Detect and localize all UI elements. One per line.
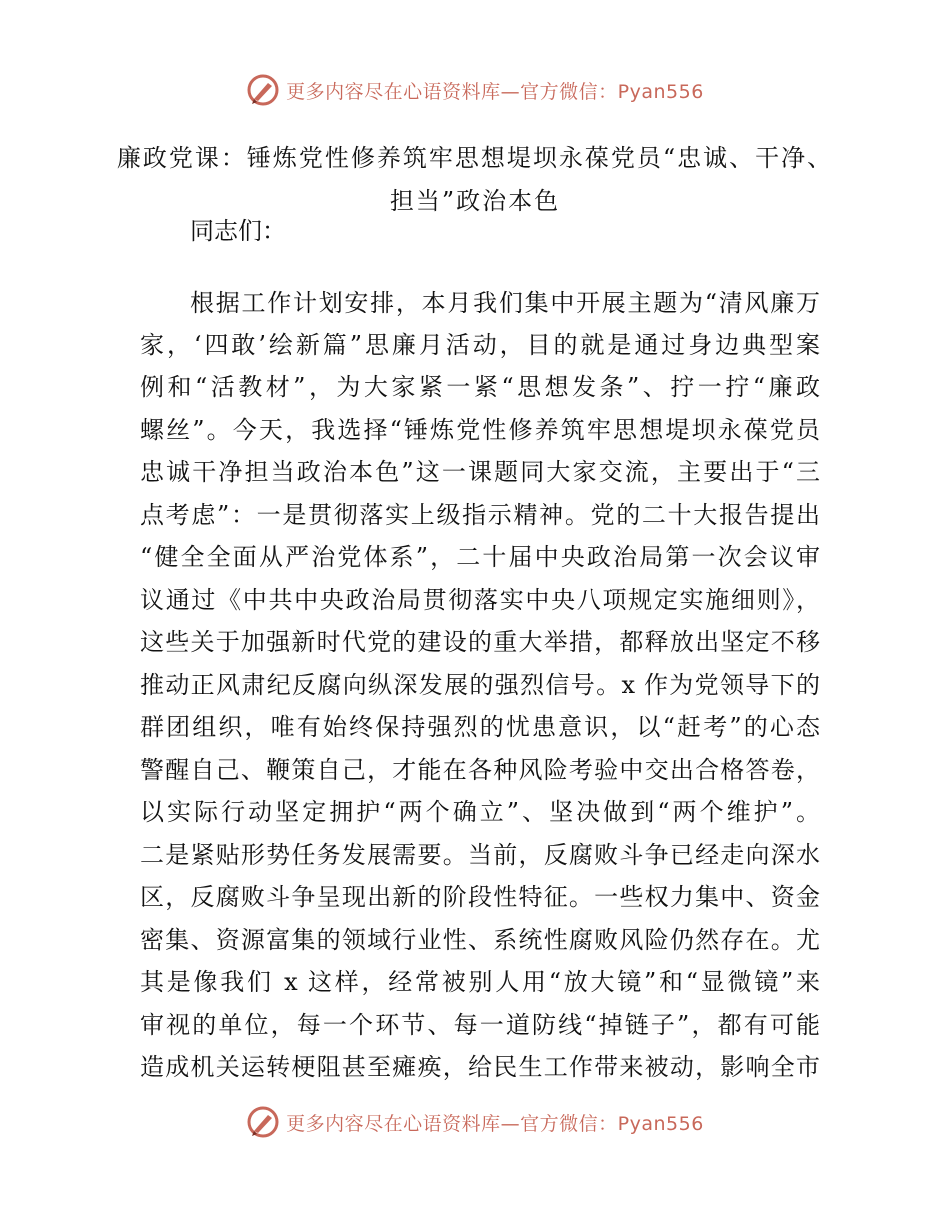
body-line: 家，‘四敢’绘新篇”思廉月活动，目的就是通过身边典型案: [140, 331, 820, 359]
body-line: 根据工作计划安排，本月我们集中开展主题为“清风廉万: [190, 289, 820, 317]
body-line: 密集、资源富集的领域行业性、系统性腐败风险仍然存在。尤: [140, 926, 820, 954]
body-line: 警醒自己、鞭策自己，才能在各种风险考验中交出合格答卷，: [140, 756, 820, 784]
body-line: 忠诚干净担当政治本色”这一课题同大家交流，主要出于“三: [140, 458, 820, 486]
pen-logo-icon: [246, 73, 280, 107]
greeting: 同志们：: [190, 217, 286, 245]
body-line: 二是紧贴形势任务发展需要。当前，反腐败斗争已经走向深水: [140, 841, 820, 869]
body-line: “健全全面从严治党体系”，二十届中央政治局第一次会议审: [140, 543, 820, 571]
document-title-line-1: 廉政党课：锤炼党性修养筑牢思想堤坝永葆党员“忠诚、干净、: [116, 144, 834, 172]
body-line: 以实际行动坚定拥护“两个确立”、坚决做到“两个维护”。: [140, 798, 820, 826]
header-watermark-text: 更多内容尽在心语资料库—官方微信：Pyan556: [286, 80, 704, 103]
body-line: 议通过《中共中央政治局贯彻落实中央八项规定实施细则》，: [140, 586, 820, 614]
body-line: 群团组织，唯有始终保持强烈的忧患意识，以“赶考”的心态: [140, 713, 820, 741]
body-line: 这些关于加强新时代党的建设的重大举措，都释放出坚定不移: [140, 628, 820, 656]
body-line: 推动正风肃纪反腐向纵深发展的强烈信号。x 作为党领导下的: [140, 671, 820, 699]
body-line: 区，反腐败斗争呈现出新的阶段性特征。一些权力集中、资金: [140, 883, 820, 911]
body-line: 螺丝”。今天，我选择“锤炼党性修养筑牢思想堤坝永葆党员: [140, 416, 820, 444]
body-line: 点考虑”：一是贯彻落实上级指示精神。党的二十大报告提出: [140, 501, 820, 529]
document-title-line-2: 担当”政治本色: [389, 187, 561, 215]
body-line: 其是像我们 x 这样，经常被别人用“放大镜”和“显微镜”来: [140, 968, 820, 996]
footer-watermark-banner: [0, 1102, 950, 1142]
header-watermark-banner: [0, 70, 950, 110]
footer-watermark-text: 更多内容尽在心语资料库—官方微信：Pyan556: [286, 1112, 704, 1135]
pen-logo-icon: [246, 1105, 280, 1139]
body-line: 造成机关运转梗阻甚至瘫痪，给民生工作带来被动，影响全市: [140, 1053, 820, 1081]
body-line: 审视的单位，每一个环节、每一道防线“掉链子”，都有可能: [140, 1011, 820, 1039]
body-line: 例和“活教材”，为大家紧一紧“思想发条”、拧一拧“廉政: [140, 373, 820, 401]
